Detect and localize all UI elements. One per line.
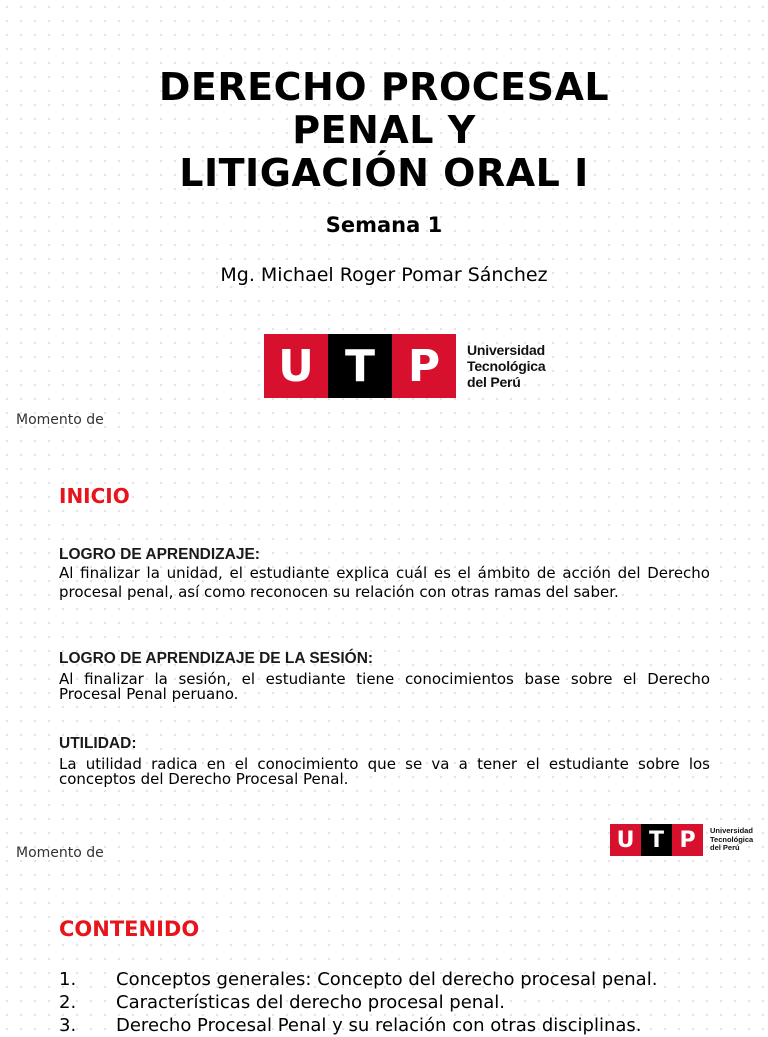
moment-label: Momento de	[16, 845, 104, 861]
section-title-inicio: INICIO	[59, 484, 130, 508]
utilidad-block	[59, 734, 710, 787]
course-title	[0, 66, 768, 195]
author-name: Mg. Michael Roger Pomar Sánchez	[220, 264, 548, 286]
inicio-slide	[0, 432, 768, 864]
sesion-heading: LOGRO DE APRENDIZAJE DE LA SESIÓN:	[59, 650, 374, 667]
logo-text-line-1: Universidad	[710, 826, 753, 836]
list-item-number: 3.	[59, 1015, 77, 1036]
list-item-text: Conceptos generales: Concepto del derecho procesal penal.	[116, 969, 658, 990]
course-title-line-1: DERECHO PROCESAL	[158, 65, 610, 109]
logo-text-line-2: Tecnológica	[710, 834, 754, 844]
list-item-text: Características del derecho procesal penal.	[116, 992, 505, 1013]
content-list	[59, 968, 749, 1037]
utp-logo-small	[610, 824, 753, 856]
logo-text-line-1: Universidad	[467, 342, 545, 358]
moment-label: Momento de	[16, 412, 104, 428]
logro-text: Al finalizar la unidad, el estudiante explica cuál es el ámbito de acción del Derecho procesal penal, así como reconocen su relación con otras ramas del saber.	[59, 564, 710, 601]
utp-logo	[264, 334, 545, 398]
logo-university-name	[467, 342, 545, 390]
utilidad-heading: UTILIDAD:	[59, 735, 137, 752]
logro-sesion-block	[59, 649, 710, 702]
logo-text-line-2: Tecnológica	[467, 358, 546, 374]
logo-letter-u: U	[264, 334, 328, 398]
logo-university-name	[710, 827, 753, 853]
logo-text-line-3: del Perú	[710, 843, 740, 853]
course-title-line-2: PENAL Y	[292, 108, 476, 152]
sesion-text: Al finalizar la sesión, el estudiante tiene conocimientos base sobre el Derecho Procesal Penal peruano.	[59, 670, 710, 703]
list-item	[59, 968, 749, 991]
list-item-text: Derecho Procesal Penal y su relación con otras disciplinas.	[116, 1015, 642, 1036]
list-item	[59, 991, 749, 1014]
logo-letter-u: U	[610, 824, 641, 856]
logo-letter-p: P	[392, 334, 456, 398]
section-title-contenido: CONTENIDO	[59, 917, 200, 941]
title-slide	[0, 0, 768, 432]
list-item	[59, 1014, 749, 1037]
contenido-slide	[0, 864, 768, 1036]
list-item-number: 2.	[59, 992, 77, 1013]
utilidad-text: La utilidad radica en el conocimiento que se va a tener el estudiante sobre los conceptos del Derecho Procesal Penal.	[59, 755, 710, 788]
logo-text-line-3: del Perú	[467, 374, 521, 390]
logro-heading: LOGRO DE APRENDIZAJE:	[59, 546, 260, 563]
list-item-number: 1.	[59, 969, 77, 990]
week-subtitle: Semana 1	[325, 213, 443, 237]
logo-letter-t: T	[641, 824, 672, 856]
logo-letter-t: T	[328, 334, 392, 398]
course-title-line-3: LITIGACIÓN ORAL I	[179, 151, 589, 195]
logro-aprendizaje-block	[59, 545, 710, 602]
logo-letter-p: P	[672, 824, 703, 856]
